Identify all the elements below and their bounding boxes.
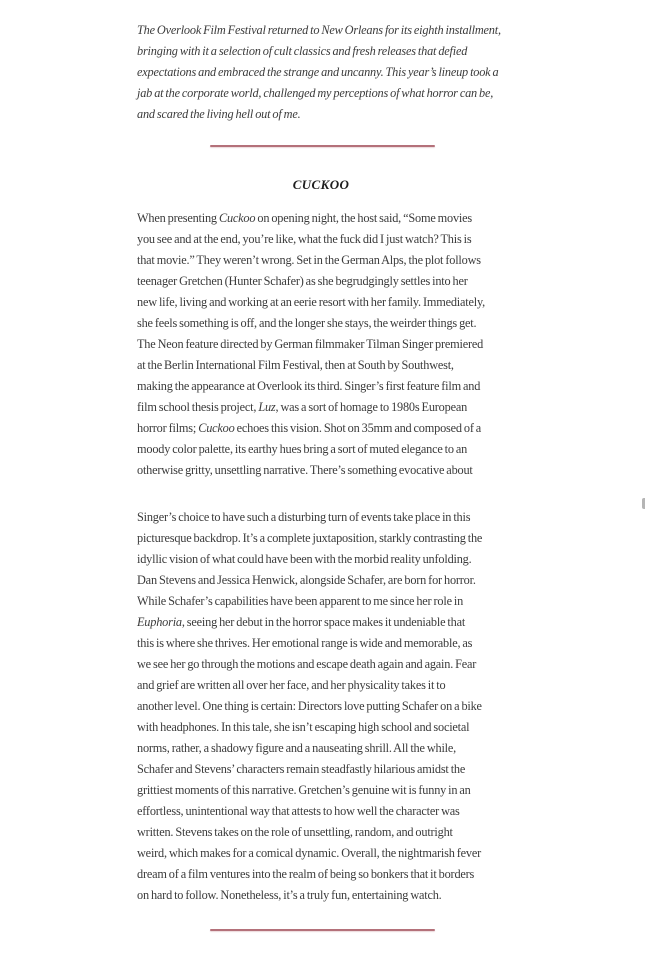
text-segment: this is where she thrives. Her emotional range is wide and memorable, as [137,636,473,650]
text-line [137,41,505,62]
text-segment: grittiest moments of this narrative. Gretchen’s genuine wit is funny in an [137,783,471,797]
text-segment: dream of a film ventures into the realm of being so bonkers that it borders [137,867,475,881]
text-line [137,439,505,460]
text-line [137,460,505,481]
text-segment: expectations and embraced the strange and uncanny. This year’s lineup took a [137,65,499,79]
text-segment: norms, rather, a shadowy figure and a nauseating shrill. All the while, [137,741,457,755]
text-segment: bringing with it a selection of cult classics and fresh releases that defied [137,44,468,58]
text-segment: moody color palette, its earthy hues bring a sort of muted elegance to an [137,442,468,456]
text-line [137,570,505,591]
text-segment: Dan Stevens and Jessica Henwick, alongside Schafer, are born for horror. [137,573,476,587]
text-segment: jab at the corporate world, challenged my perceptions of what horror can be, [137,86,494,100]
text-segment: When presenting [137,211,219,225]
text-segment: Schafer and Stevens’ characters remain steadfastly hilarious amidst the [137,762,466,776]
text-segment: that movie.” They weren’t wrong. Set in the German Alps, the plot follows [137,253,481,267]
text-segment: While Schafer’s capabilities have been apparent to me since her role in [137,594,464,608]
text-line [137,208,505,229]
text-line [137,738,505,759]
text-line [137,801,505,822]
text-line [137,355,505,376]
text-segment: and scared the living hell out of me. [137,107,301,121]
text-line [137,376,505,397]
section-divider-bottom [210,929,435,931]
text-segment: film school thesis project, [137,400,259,414]
text-line [137,20,505,41]
text-segment: making the appearance at Overlook its third. Singer’s first feature film and [137,379,481,393]
text-segment: horror films; [137,421,199,435]
text-segment: at the Berlin International Film Festival, then at South by Southwest, [137,358,454,372]
text-segment: on hard to follow. Nonetheless, it’s a truly fun, entertaining watch. [137,888,442,902]
text-line [137,418,505,439]
text-line [137,83,505,104]
text-line [137,292,505,313]
film-title-heading: CUCKOO [292,177,350,192]
review-paragraph-2 [137,507,505,906]
text-segment: weird, which makes for a comical dynamic. Overall, the nightmarish fever [137,846,481,860]
text-segment: and grief are written all over her face, and her physicality takes it to [137,678,446,692]
text-segment: Euphoria [137,615,182,629]
text-line [137,313,505,334]
text-line [137,528,505,549]
text-segment: Cuckoo [198,421,235,435]
text-segment: you see and at the end, you’re like, what the fuck did I just watch? This is [137,232,472,246]
text-line [137,62,505,83]
text-segment: The Overlook Film Festival returned to New Orleans for its eighth installment, [137,23,501,37]
intro-paragraph [137,20,505,125]
text-segment: effortless, unintentional way that attests to how well the character was [137,804,460,818]
text-segment: written. Stevens takes on the role of unsettling, random, and outright [137,825,453,839]
text-line [137,397,505,418]
text-line [137,633,505,654]
text-line [137,591,505,612]
text-segment: echoes this vision. Shot on 35mm and composed of a [234,421,482,435]
text-line [137,612,505,633]
text-line [137,780,505,801]
text-segment: with headphones. In this tale, she isn’t escaping high school and societal [137,720,470,734]
text-line [137,696,505,717]
text-segment: The Neon feature directed by German filmmaker Tilman Singer premiered [137,337,484,351]
text-line [137,885,505,906]
text-line [137,229,505,250]
text-segment: we see her go through the motions and escape death again and again. Fear [137,657,477,671]
text-line [137,250,505,271]
text-segment: Cuckoo [218,211,256,225]
text-line [137,864,505,885]
text-line [137,549,505,570]
text-segment: she feels something is off, and the longer she stays, the weirder things get. [137,316,477,330]
text-line [137,271,505,292]
text-line [137,507,505,528]
text-segment: Singer’s choice to have such a disturbing turn of events take place in this [137,510,471,524]
section-divider-top [210,145,435,147]
text-line [137,675,505,696]
text-line [137,843,505,864]
text-segment: otherwise gritty, unsettling narrative. There’s something evocative about [137,463,473,477]
text-line [137,822,505,843]
text-segment: , seeing her debut in the horror space makes it undeniable that [181,615,466,629]
text-segment: on opening night, the host said, “Some movies [255,211,472,225]
text-line [137,759,505,780]
text-line [137,717,505,738]
text-segment: teenager Gretchen (Hunter Schafer) as she begrudgingly settles into her [137,274,468,288]
text-line [137,334,505,355]
text-segment: another level. One thing is certain: Directors love putting Schafer on a bike [137,699,482,713]
text-segment: new life, living and working at an eerie resort with her family. Immediately, [137,295,485,309]
review-paragraph-1 [137,208,505,481]
text-segment: picturesque backdrop. It’s a complete juxtaposition, starkly contrasting the [137,531,483,545]
text-line [137,104,505,125]
text-segment: , was a sort of homage to 1980s European [275,400,468,414]
text-segment: Luz [258,400,276,414]
text-segment: idyllic vision of what could have been with the morbid reality unfolding. [137,552,472,566]
text-line [137,654,505,675]
